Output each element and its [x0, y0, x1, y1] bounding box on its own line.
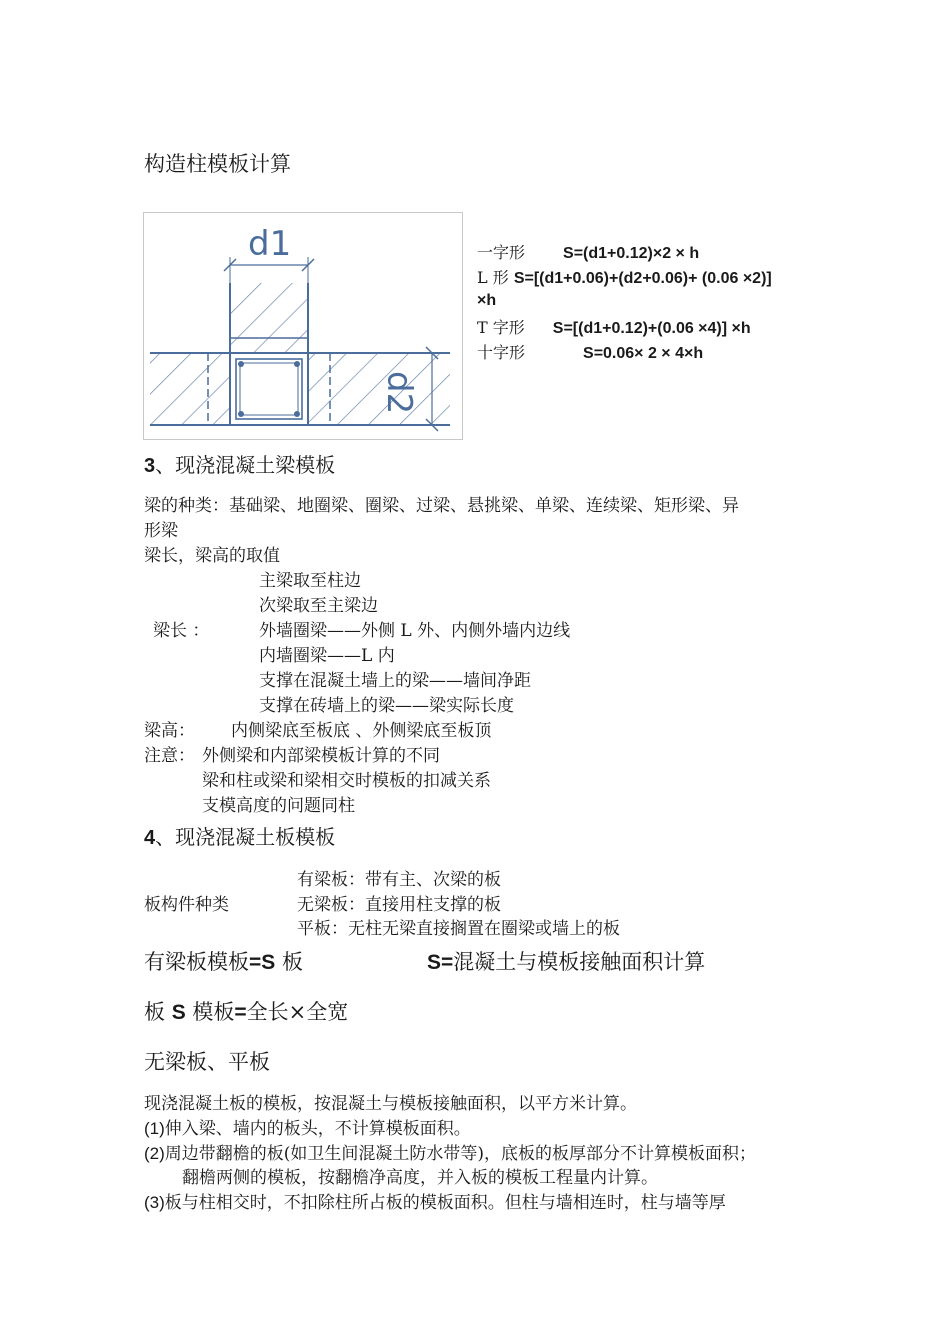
- formula-line-2: [477, 265, 772, 288]
- formula-label: L 形: [477, 268, 509, 287]
- length-item: 支撑在混凝土墙上的梁——墙间净距: [259, 671, 531, 691]
- formula-expr: ×h: [477, 292, 497, 309]
- slab-item-3: [144, 1188, 726, 1213]
- slab-item-2-cont: 翻檐两侧的模板，按翻檐净高度，并入板的模板工程量内计算。: [182, 1168, 658, 1188]
- item-number: (2): [144, 1144, 165, 1163]
- d1-label: d1: [248, 224, 292, 264]
- length-item: 内墙圈梁——L 内: [259, 646, 395, 666]
- rule-text: 板: [144, 1000, 172, 1024]
- beam-types-line2: 形梁: [144, 521, 178, 541]
- formula-expr: S=0.06× 2 × 4×h: [583, 345, 704, 362]
- column-section-drawing: [144, 213, 462, 439]
- rule-ribbed-slab: [144, 946, 303, 976]
- formula-line-5: [477, 340, 703, 363]
- item-text: 周边带翻檐的板(如卫生间混凝土防水带等)，底板的板厚部分不计算模板面积；: [164, 1144, 757, 1164]
- d2-label: d2: [379, 371, 419, 415]
- rule-text: 有梁板模板: [144, 950, 249, 974]
- rule-text: 混凝土与模板接触面积计算: [453, 950, 706, 974]
- section4-number: 4: [144, 827, 156, 849]
- rule-symbol: S=: [427, 951, 454, 974]
- beam-types-line1: 梁的种类：基础梁、地圈梁、圈梁、过梁、悬挑梁、单梁、连续梁、矩形梁、异: [144, 496, 739, 516]
- rule-symbol: =S: [249, 951, 276, 974]
- height-text: 内侧梁底至板底 、外侧梁底至板顶: [231, 721, 492, 741]
- slab-kind: 有梁板：带有主、次梁的板: [297, 870, 501, 890]
- length-item: 主梁取至柱边: [259, 571, 361, 591]
- length-label: 梁长 ：: [153, 621, 210, 641]
- slab-item-1: [144, 1114, 471, 1139]
- height-label: 梁高：: [144, 721, 195, 741]
- item-number: (1): [144, 1119, 165, 1138]
- section3-heading: [144, 449, 335, 478]
- note-item: 梁和柱或梁和梁相交时模板的扣减关系: [202, 771, 491, 791]
- slab-kinds-label: 板构件种类: [144, 895, 229, 915]
- item-text: 伸入梁、墙内的板头，不计算模板面积。: [164, 1119, 471, 1139]
- rule-area-definition: [427, 946, 705, 976]
- beam-length-title: 梁长，梁高的取值: [144, 546, 280, 566]
- formula-line-4: [477, 315, 751, 338]
- note-item: 支模高度的问题同柱: [202, 796, 355, 816]
- formula-expr: S=[(d1+0.12)+(0.06 ×4)] ×h: [552, 320, 751, 337]
- note-item: 外侧梁和内部梁模板计算的不同: [202, 746, 440, 766]
- length-item: 外墙圈梁——外侧 L 外、内侧外墙内边线: [259, 621, 571, 641]
- section4-title: 、现浇混凝土板模板: [155, 825, 336, 849]
- section4-heading: [144, 821, 335, 850]
- length-item: 支撑在砖墙上的梁——梁实际长度: [259, 696, 514, 716]
- formula-label: T 字形: [477, 318, 525, 337]
- column-section-diagram: [143, 212, 463, 440]
- slab-paragraph: 现浇混凝土板的模板，按混凝土与模板接触面积，以平方米计算。: [144, 1094, 637, 1114]
- page-title: 构造柱模板计算: [144, 152, 291, 176]
- rule-slab-area: [144, 996, 348, 1026]
- rule-symbol: S: [171, 1001, 186, 1024]
- formula-expr: S=[(d1+0.06)+(d2+0.06)+ (0.06 ×2)]: [513, 270, 772, 287]
- formula-label: 一字形: [477, 243, 526, 262]
- note-label: 注意：: [144, 746, 195, 766]
- formula-label: 十字形: [477, 343, 526, 362]
- rule-symbol: =: [234, 1001, 247, 1024]
- slab-kind: 平板：无柱无梁直接搁置在圈梁或墙上的板: [297, 919, 620, 939]
- rule-text: 全长×全宽: [246, 1000, 349, 1024]
- item-number: (3): [144, 1193, 165, 1212]
- section3-title: 、现浇混凝土梁模板: [155, 453, 336, 477]
- formula-line-1: [477, 240, 699, 263]
- section3-number: 3: [144, 455, 156, 477]
- formula-line-3: [477, 290, 496, 310]
- rule-flat-slab: 无梁板、平板: [144, 1050, 270, 1074]
- item-text: 板与柱相交时，不扣除柱所占板的模板面积。但柱与墙相连时，柱与墙等厚: [164, 1193, 726, 1213]
- length-item: 次梁取至主梁边: [259, 596, 378, 616]
- slab-item-2: [144, 1139, 756, 1164]
- formula-expr: S=(d1+0.12)×2 × h: [563, 245, 700, 262]
- rule-text: 模板: [185, 1000, 235, 1024]
- rule-text: 板: [275, 950, 303, 974]
- slab-kind: 无梁板：直接用柱支撑的板: [297, 895, 501, 915]
